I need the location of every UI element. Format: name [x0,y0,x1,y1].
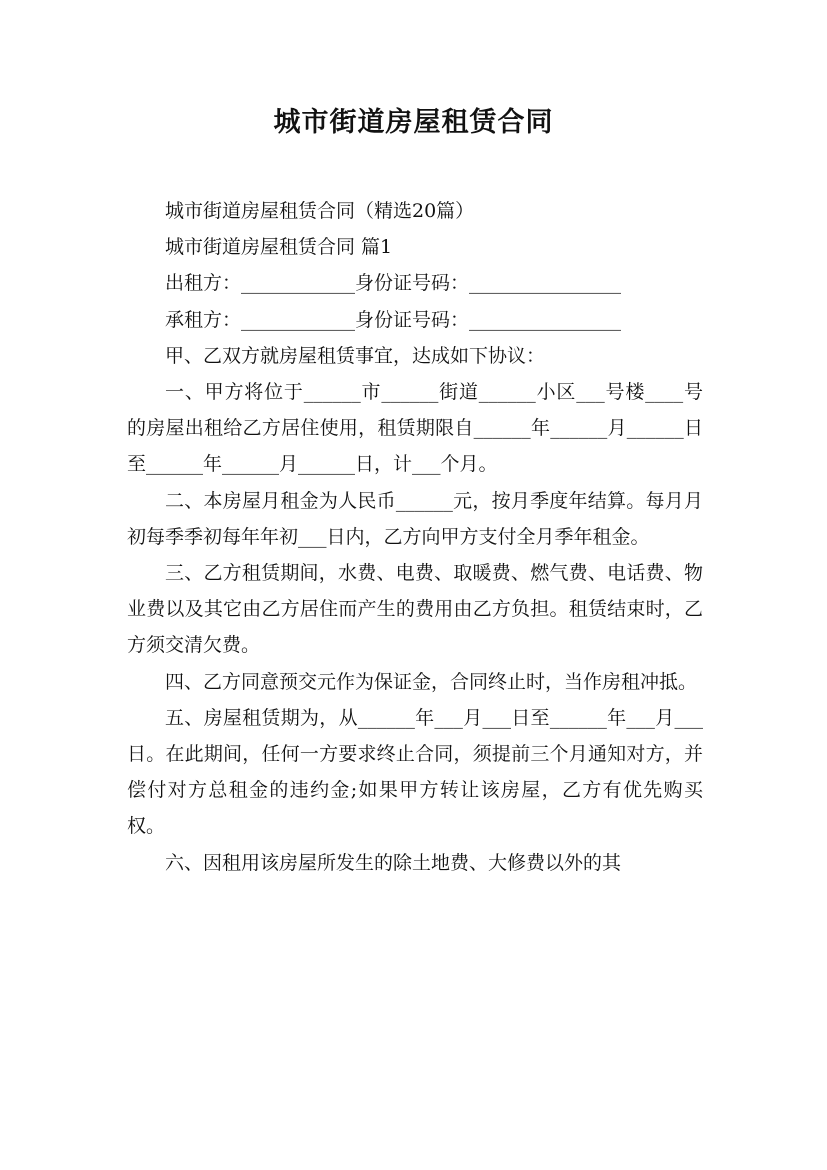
paragraph-clause-3: 三、乙方租赁期间，水费、电费、取暖费、燃气费、电话费、物业费以及其它由乙方居住而产生的费用由乙方负担。租赁结束时，乙方须交清欠费。 [127,562,703,657]
paragraph-lessor-line: 出租方：____________身份证号码：________________ [165,272,622,295]
paragraph-clause-4: 四、乙方同意预交元作为保证金，合同终止时，当作房租冲抵。 [165,670,698,693]
paragraph-clause-6: 六、因租用该房屋所发生的除土地费、大修费以外的其 [165,851,622,874]
document-title: 城市街道房屋租赁合同 [273,107,554,138]
paragraph-clause-5: 五、房屋租赁期为，从______年___月___日至______年___月___日。在此期间，任何一方要求终止合同，须提前三个月通知对方，并偿付对方总租金的违约金;如果甲方转让该房屋，乙方有优先购买权。 [127,706,703,838]
paragraph-collection-title: 城市街道房屋租赁合同（精选20篇） [165,200,475,222]
paragraph-clause-2: 二、本房屋月租金为人民币______元，按月季度年结算。每月月初每季季初每年年初___日内，乙方向甲方支付全月季年租金。 [127,489,703,548]
paragraph-lessee-line: 承租方：____________身份证号码：________________ [165,308,622,331]
paragraph-clause-1: 一、甲方将位于______市______街道______小区___号楼____号的房屋出租给乙方居住使用，租赁期限自______年______月______日至______年______月______日，计___个月。 [127,381,703,476]
paragraph-section-heading: 城市街道房屋租赁合同 篇1 [165,236,393,259]
paragraph-agreement-intro: 甲、乙双方就房屋租赁事宜，达成如下协议： [165,344,546,367]
document-body [127,193,703,881]
